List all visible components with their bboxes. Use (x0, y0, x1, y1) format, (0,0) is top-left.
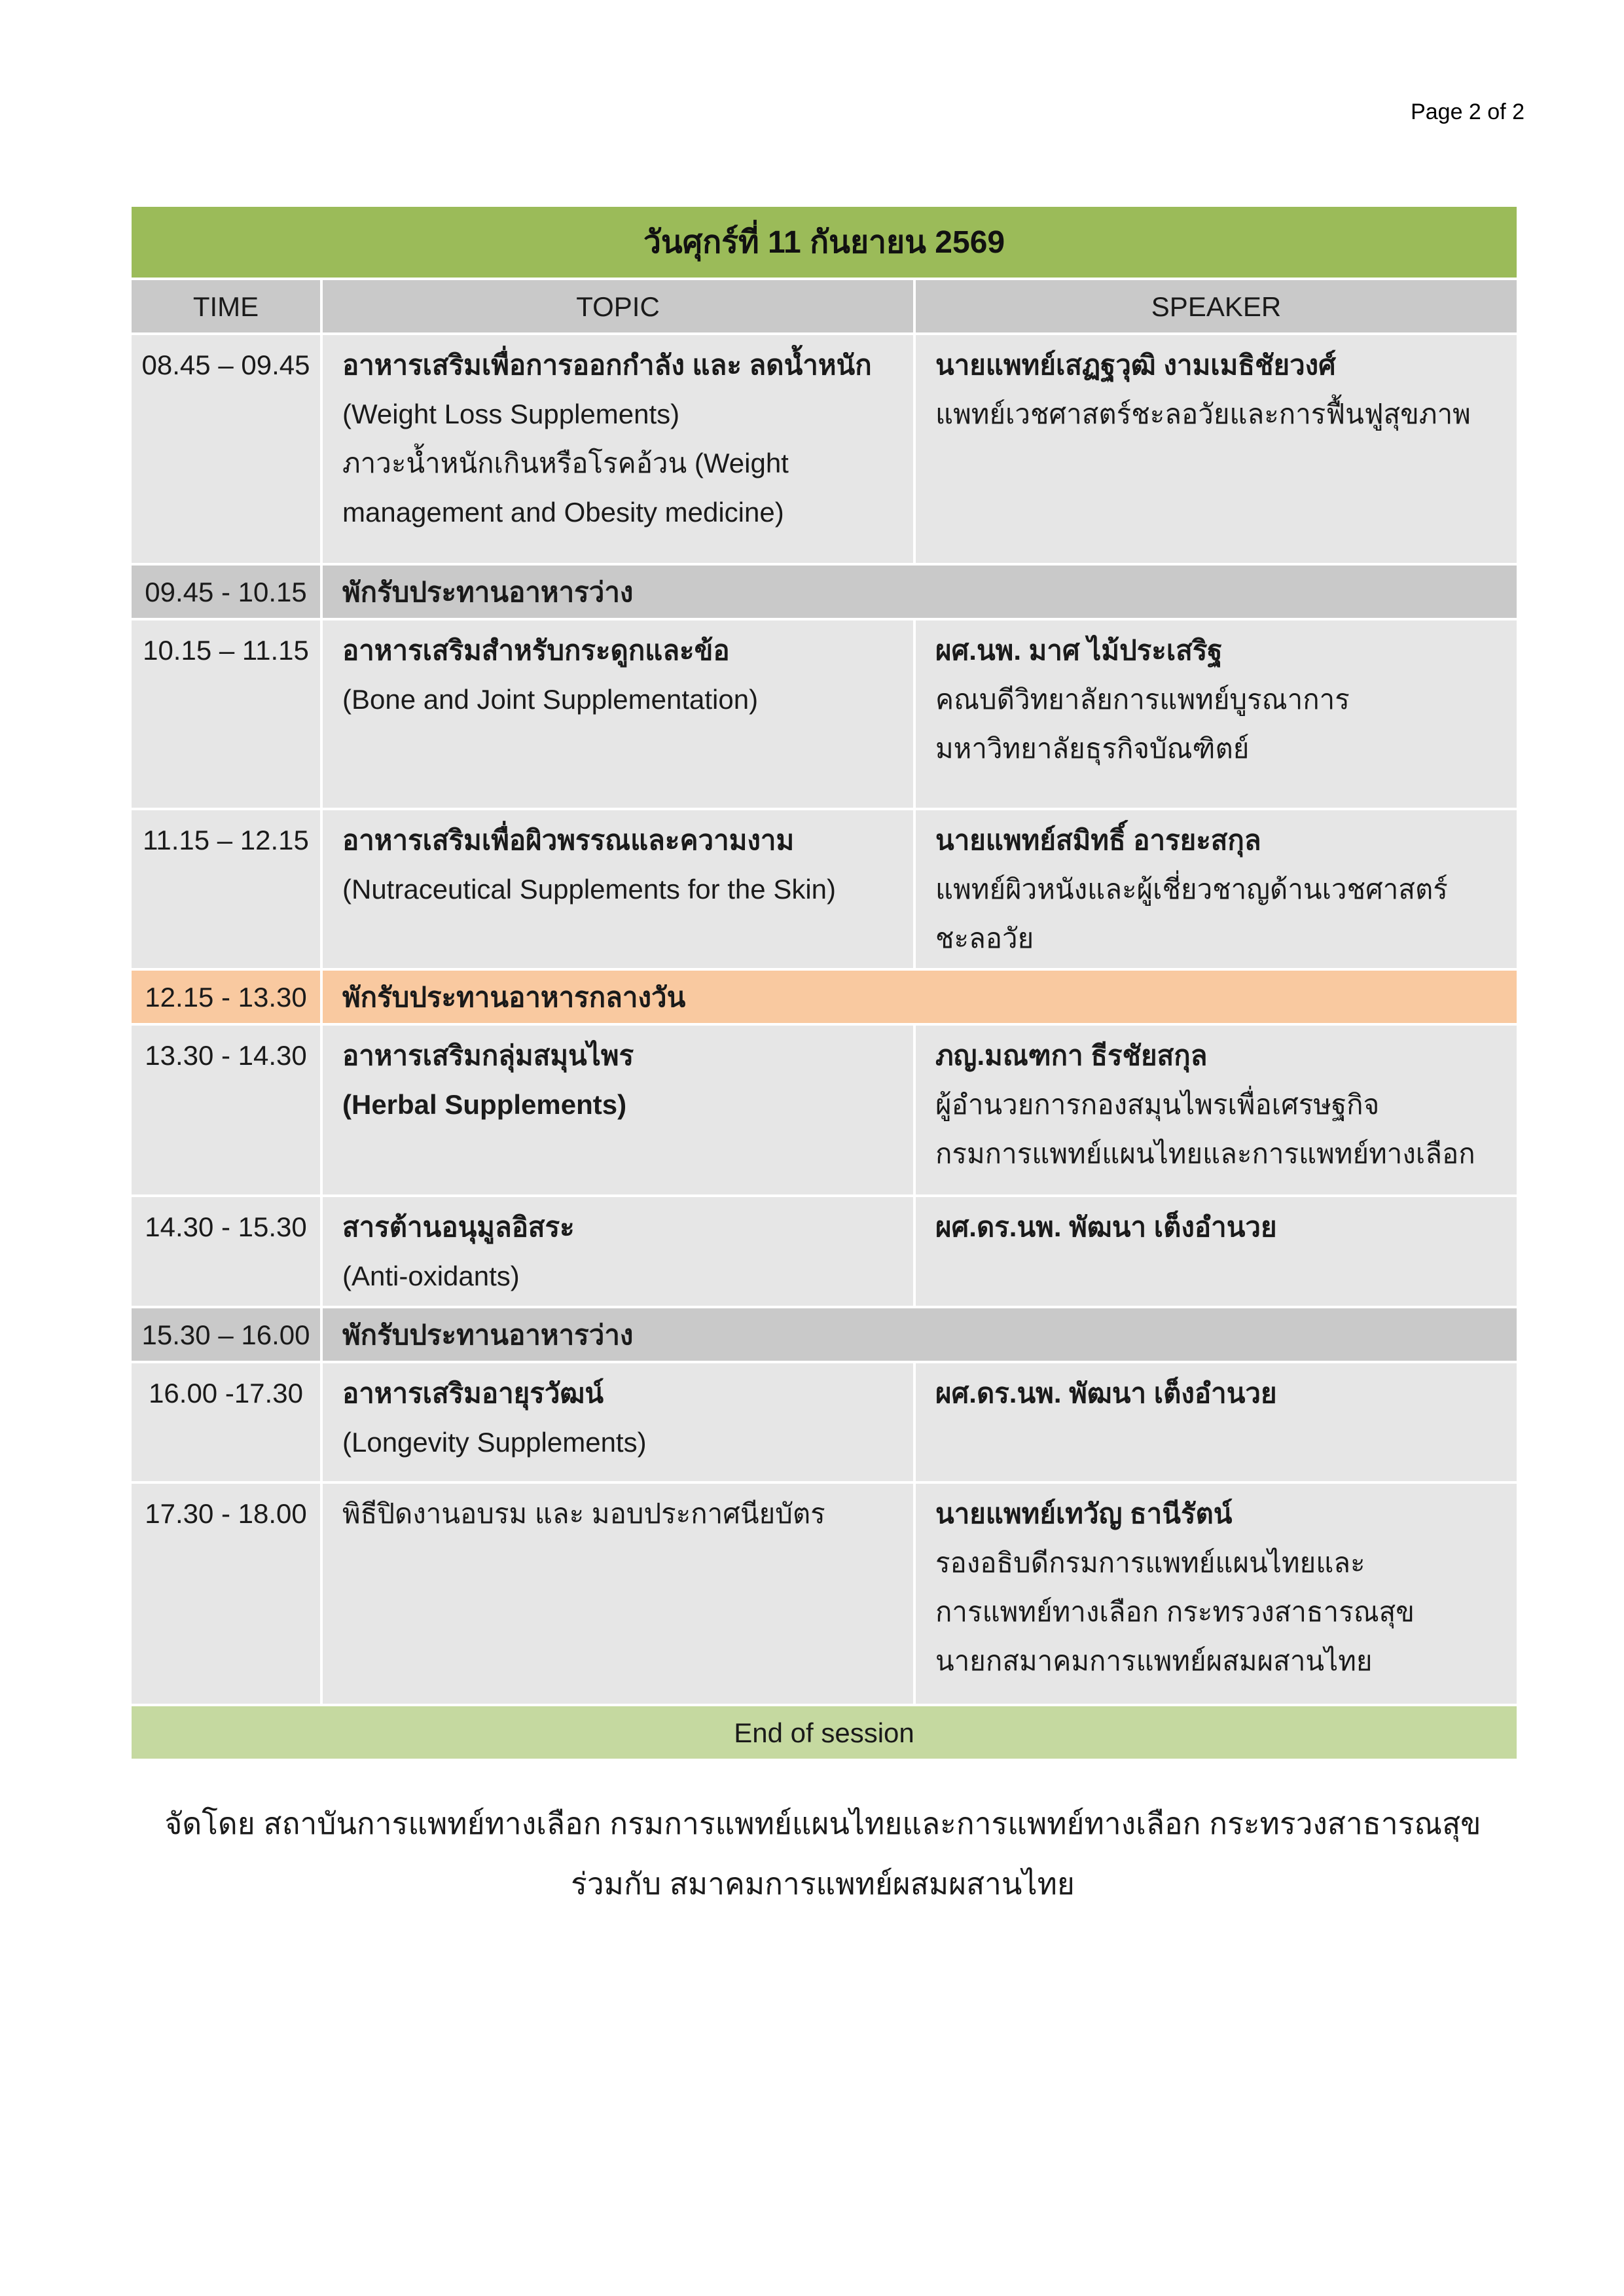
session-speaker (914, 1482, 1518, 1705)
session-topic (321, 1362, 914, 1482)
topic-line: (Nutraceutical Supplements for the Skin) (342, 874, 837, 905)
break-time: 09.45 - 10.15 (130, 564, 321, 619)
topic-line: (Herbal Supplements) (342, 1089, 627, 1120)
speaker-name: นายแพทย์สมิทธิ์ อารยะสกุล (935, 825, 1261, 855)
speaker-line: การแพทย์ทางเลือก กระทรวงสาธารณสุข (935, 1596, 1415, 1627)
day-title-row (130, 206, 1518, 279)
break-time: 12.15 - 13.30 (130, 969, 321, 1024)
session-time: 11.15 – 12.15 (130, 809, 321, 969)
break-row (130, 1307, 1518, 1362)
topic-plain: พิธีปิดงานอบรม และ มอบประกาศนียบัตร (342, 1498, 825, 1529)
page-number: Page 2 of 2 (1411, 99, 1525, 124)
session-time: 13.30 - 14.30 (130, 1024, 321, 1196)
session-topic (321, 1196, 914, 1307)
session-time: 14.30 - 15.30 (130, 1196, 321, 1307)
topic-line: (Weight Loss Supplements) (342, 399, 680, 429)
speaker-line: แพทย์เวชศาสตร์ชะลอวัยและการฟื้นฟูสุขภาพ (935, 399, 1471, 429)
session-row (130, 334, 1518, 564)
speaker-name: ผศ.นพ. มาศ ไม้ประเสริฐ (935, 635, 1223, 666)
session-row (130, 619, 1518, 809)
speaker-name: ผศ.ดร.นพ. พัฒนา เต็งอำนวย (935, 1211, 1277, 1242)
organizer-footer (129, 1793, 1517, 1914)
session-row (130, 1482, 1518, 1705)
session-time: 16.00 -17.30 (130, 1362, 321, 1482)
session-speaker (914, 809, 1518, 969)
speaker-name: ภญ.มณฑกา ธีรชัยสกุล (935, 1040, 1208, 1071)
speaker-line: มหาวิทยาลัยธุรกิจบัณฑิตย์ (935, 733, 1250, 764)
session-speaker (914, 1362, 1518, 1482)
lunch-break-row (130, 969, 1518, 1024)
session-topic (321, 809, 914, 969)
break-time: 15.30 – 16.00 (130, 1307, 321, 1362)
topic-line: (Bone and Joint Supplementation) (342, 684, 759, 715)
session-time: 10.15 – 11.15 (130, 619, 321, 809)
topic-title: สารต้านอนุมูลอิสระ (342, 1211, 575, 1242)
topic-title: อาหารเสริมสำหรับกระดูกและข้อ (342, 635, 730, 666)
organizer-line: จัดโดย สถาบันการแพทย์ทางเลือก กรมการแพทย์แผนไทยและการแพทย์ทางเลือก กระทรวงสาธารณสุข (164, 1806, 1481, 1840)
partner-line: ร่วมกับ สมาคมการแพทย์ผสมผสานไทย (571, 1867, 1075, 1901)
end-of-session-label: End of session (130, 1705, 1518, 1760)
speaker-name: นายแพทย์เสฏฐวุฒิ งามเมธิชัยวงศ์ (935, 350, 1336, 380)
topic-title: อาหารเสริมกลุ่มสมุนไพร (342, 1040, 634, 1071)
speaker-line: กรมการแพทย์แผนไทยและการแพทย์ทางเลือก (935, 1138, 1475, 1169)
session-row (130, 1362, 1518, 1482)
session-topic (321, 619, 914, 809)
schedule-table (129, 204, 1519, 1761)
speaker-line: รองอธิบดีกรมการแพทย์แผนไทยและ (935, 1547, 1365, 1578)
session-speaker (914, 1196, 1518, 1307)
topic-title: อาหารเสริมเพื่อการออกกำลัง และ ลดน้ำหนัก (342, 350, 872, 380)
session-speaker (914, 1024, 1518, 1196)
break-label: พักรับประทานอาหารกลางวัน (321, 969, 1518, 1024)
session-speaker (914, 334, 1518, 564)
day-title: วันศุกร์ที่ 11 กันยายน 2569 (130, 206, 1518, 279)
break-row (130, 564, 1518, 619)
topic-line: ภาวะน้ำหนักเกินหรือโรคอ้วน (Weight (342, 448, 789, 478)
speaker-line: ผู้อำนวยการกองสมุนไพรเพื่อเศรษฐกิจ (935, 1089, 1380, 1120)
end-of-session-row (130, 1705, 1518, 1760)
topic-title: อาหารเสริมอายุรวัฒน์ (342, 1378, 604, 1408)
session-topic (321, 1024, 914, 1196)
speaker-name: นายแพทย์เทวัญ ธานีรัตน์ (935, 1498, 1233, 1529)
break-label: พักรับประทานอาหารว่าง (321, 1307, 1518, 1362)
topic-line: management and Obesity medicine) (342, 497, 784, 528)
topic-title: อาหารเสริมเพื่อผิวพรรณและความงาม (342, 825, 795, 855)
time-header: TIME (130, 279, 321, 334)
session-time: 17.30 - 18.00 (130, 1482, 321, 1705)
session-topic (321, 1482, 914, 1705)
break-label: พักรับประทานอาหารว่าง (321, 564, 1518, 619)
session-topic (321, 334, 914, 564)
session-speaker (914, 619, 1518, 809)
speaker-line: แพทย์ผิวหนังและผู้เชี่ยวชาญด้านเวชศาสตร์ชะลอวัย (935, 874, 1448, 954)
speaker-header: SPEAKER (914, 279, 1518, 334)
column-header-row (130, 279, 1518, 334)
topic-header: TOPIC (321, 279, 914, 334)
speaker-name: ผศ.ดร.นพ. พัฒนา เต็งอำนวย (935, 1378, 1277, 1408)
topic-line: (Longevity Supplements) (342, 1427, 647, 1458)
speaker-line: นายกสมาคมการแพทย์ผสมผสานไทย (935, 1645, 1373, 1676)
session-row (130, 809, 1518, 969)
speaker-line: คณบดีวิทยาลัยการแพทย์บูรณาการ (935, 684, 1350, 715)
topic-line: (Anti-oxidants) (342, 1261, 520, 1291)
session-time: 08.45 – 09.45 (130, 334, 321, 564)
session-row (130, 1196, 1518, 1307)
session-row (130, 1024, 1518, 1196)
